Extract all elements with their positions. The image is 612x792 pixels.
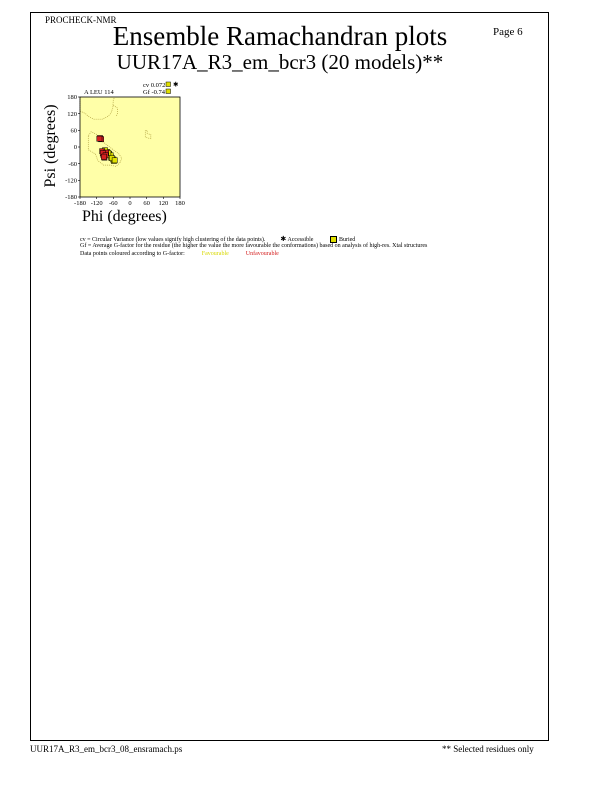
cv-buried-icon [166,82,171,87]
y-tick-label: 0 [73,144,77,152]
x-tick-label: 60 [143,200,150,207]
legend-accessible: Accessible [287,237,314,243]
accessible-icon: ✱ [280,235,287,243]
x-axis-label: Phi (degrees) [82,208,167,225]
page-subtitle: UUR17A_R3_em_bcr3 (20 models)** [116,50,444,74]
cv-value: cv 0.072 [143,82,166,89]
legend-gf-text: Gf = Average G-factor for the residue (the higher the value the more favourable the conformations) based on analysis of high-res. Xtal structures [80,243,428,249]
y-axis-label: Psi (degrees) [42,104,59,188]
legend-buried: Buried [338,237,356,243]
legend-colour-text: Data points coloured according to G-factor: [80,251,185,257]
cv-accessible-icon: ✱ [173,81,179,89]
x-tick-label: -180 [74,200,86,207]
y-tick-label: 180 [67,94,77,102]
program-name: PROCHECK-NMR [45,15,117,25]
legend-cv-text: cv = Circular Variance (low values signify high clustering of the data points). [80,237,266,243]
data-point-favourable-10 [112,158,117,163]
x-tick-label: -120 [90,200,103,207]
x-tick-label: 0 [128,200,132,207]
legend-favourable: Favourable [201,251,229,257]
y-tick-label: -180 [65,194,77,202]
legend-line-colour [80,251,279,258]
data-point-unfavourable-10 [101,154,106,159]
y-tick-label: 60 [70,127,77,135]
legend-unfavourable: Unfavourable [245,251,279,257]
footer-filename: UUR17A_R3_em_bcr3_08_ensramach.ps [30,744,183,754]
y-tick-label: -60 [68,160,77,168]
footer-note: ** Selected residues only [442,744,534,754]
residue-label: A LEU 114 [84,89,114,96]
data-point-unfavourable-7 [97,136,102,141]
y-tick-label: -120 [65,177,77,185]
y-tick-label: 120 [67,110,77,118]
gf-value: Gf -0.74 [143,89,166,96]
plot-background [80,97,180,197]
x-tick-label: 120 [158,200,169,207]
x-tick-label: 180 [175,200,185,207]
page-title: Ensemble Ramachandran plots [112,21,448,51]
gf-buried-icon [166,89,171,94]
page-number: Page 6 [493,26,523,38]
x-tick-label: -60 [108,200,118,207]
